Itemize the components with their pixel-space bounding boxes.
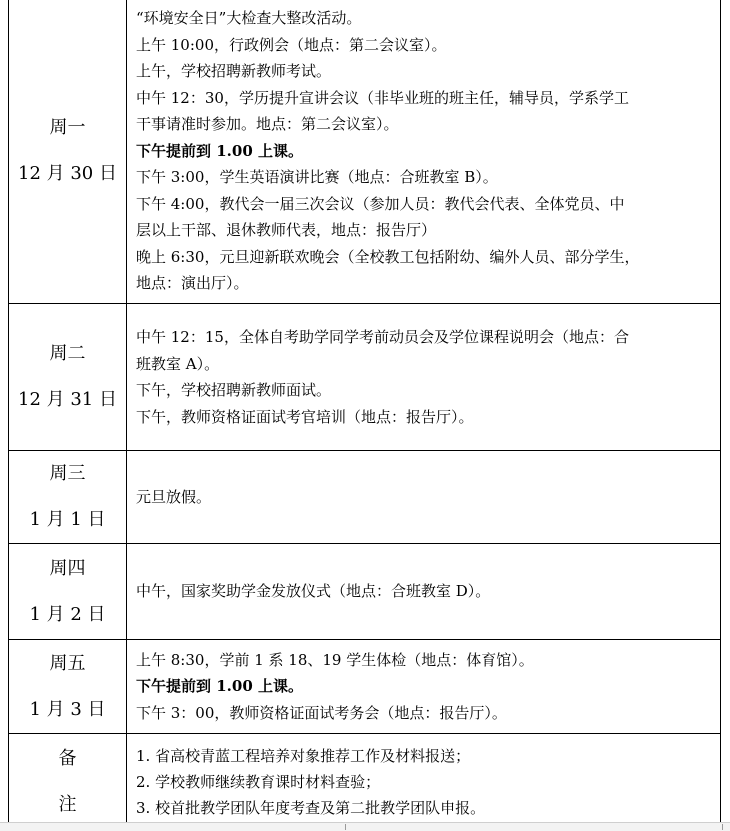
day-cell [9,544,127,640]
schedule-body [9,0,721,830]
day-date: 12 月 31 日 [18,389,117,410]
event-line: “环境安全日”大检查大整改活动。 [136,9,362,28]
schedule-table [8,0,721,830]
event-line: 中午 12：30，学历提升宣讲会议（非毕业班的班主任，辅导员，学系学工 [136,88,629,107]
event-line: 干事请准时参加。地点：第二会议室）。 [136,115,399,134]
day-name: 周三 [49,463,86,484]
events-cell [127,640,721,734]
day-name: 周四 [49,557,86,579]
note-item: 3. 校首批教学团队年度考查及第二批教学团队申报。 [136,798,486,817]
note-item: 2. 学校教师继续教育课时材料查验； [136,772,381,791]
events-cell [127,304,721,451]
event-line: 地点：演出厅）。 [136,274,249,293]
event-notice: 下午提前到 1.00 上课。 [136,141,303,160]
day-cell [9,451,127,544]
event-line: 中午 12：15，全体自考助学同学考前动员会及学位课程说明会（地点：合 [136,328,629,346]
day-date: 1 月 1 日 [29,509,106,530]
schedule-row [9,544,721,640]
event-line: 层以上干部、退休教师代表，地点：报告厅） [136,221,437,240]
ruler-mark [345,824,346,830]
event-line: 元旦放假。 [136,487,212,506]
event-line: 上午 8:30，学前 1 系 18、19 学生体检（地点：体育馆）。 [136,650,534,669]
schedule-row [9,451,721,544]
events-cell [127,0,721,304]
notes-content-cell [127,734,721,830]
event-line: 晚上 6:30，元旦迎新联欢晚会（全校教工包括附幼、编外人员、部分学生， [136,247,640,266]
event-line: 班教室 A）。 [136,354,220,373]
notes-label-cell [9,734,127,830]
event-line: 下午 4:00，教代会一届三次会议（参加人员：教代会代表、全体党员、中 [136,194,625,213]
event-line: 下午 3：00，教师资格证面试考务会（地点：报告厅）。 [136,703,507,722]
day-name: 周二 [49,343,86,364]
day-cell [9,304,127,451]
events-cell [127,544,721,640]
day-cell [9,640,127,734]
event-line: 中午，国家奖助学金发放仪式（地点：合班教室 D）。 [136,582,491,601]
day-date: 1 月 3 日 [29,698,106,720]
day-date: 1 月 2 日 [29,603,106,625]
note-item: 1. 省高校青蓝工程培养对象推荐工作及材料报送； [136,746,471,765]
event-line: 上午，学校招聘新教师考试。 [136,62,332,81]
day-cell [9,0,127,304]
notes-label-2: 注 [58,793,77,815]
events-cell [127,451,721,544]
day-name: 周五 [49,652,86,674]
ruler-mark [722,824,723,830]
event-notice: 下午提前到 1.00 上课。 [136,677,303,696]
notes-label-1: 备 [58,747,77,769]
day-date: 12 月 30 日 [18,163,117,184]
schedule-row [9,0,721,304]
event-line: 下午，教师资格证面试考官培训（地点：报告厅）。 [136,407,474,426]
schedule-row [9,640,721,734]
event-line: 下午，学校招聘新教师面试。 [136,381,332,399]
event-line: 上午 10:00，行政例会（地点：第二会议室）。 [136,35,447,54]
event-line: 下午 3:00，学生英语演讲比赛（地点：合班教室 B）。 [136,168,498,187]
schedule-row [9,304,721,451]
notes-row [9,734,721,830]
day-name: 周一 [49,117,86,138]
